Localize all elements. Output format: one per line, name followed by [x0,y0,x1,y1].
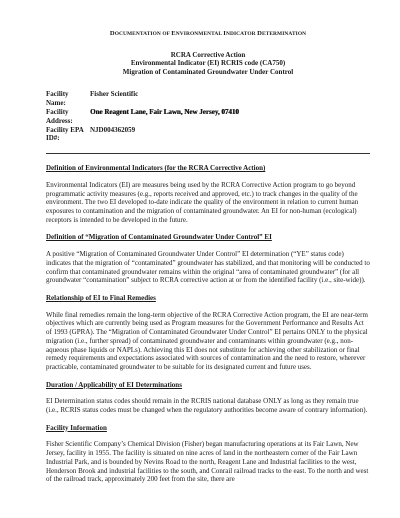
section-paragraph: A positive “Migration of Contaminated Groundwater Under Control” EI determination (“YE” status code) indicates that the migration of “contaminated” groundwater has stabilized, and that monitoring will be conducted to confirm that contaminated groundwater remains within the original “area of contaminated groundwater” (for all groundwater “contamination” subject to RCRA corrective action at or from the identified facility (i.e., site-wide)). [46,250,370,285]
divider [46,153,370,154]
section-title: Definition of “Migration of Contaminated Groundwater Under Control” EI [46,233,272,242]
section-paragraph: Environmental Indicators (EI) are measures being used by the RCRA Corrective Action program to go beyond programmatic activity measures (e.g., reports received and approved, etc.) to track changes in the quality of the environment. The two EI developed to-date indicate the quality of the environment in relation to current human exposures to contamination and the migration of contaminated groundwater. An EI for non-human (ecological) receptors is intended to be developed in the future. [46,180,359,224]
section-title: Definition of Environmental Indicators (for the RCRA Corrective Action) [46,164,266,173]
heading-block [46,51,370,77]
facility-block [46,90,370,143]
section-paragraph: EI Determination status codes should remain in the RCRIS national database ONLY as long as they remain true (i.e., RCRIS status codes must be changed when the regulatory authorities become aware of contrary information). [46,397,368,415]
facility-name-row [46,90,370,108]
section-paragraph: While final remedies remain the long-term objective of the RCRA Corrective Action program, the EI are near-term objectives which are currently being used as Program measures for the Government Performance and Results Act of 1993 (GPRA). The “Migration of Contaminated Groundwater Under Control” EI pertains ONLY to the physical migration (i.e., further spread) of contaminated groundwater and contaminants within groundwater (e.g., non-aqueous phase liquids or NAPLs). Achieving this EI does not substitute for achieving other stabilization or final remedy requirements and expectations associated with sources of contamination and the need to restore, wherever practicable, contaminated groundwater to be suitable for its designated current and future uses. [46,310,368,371]
facility-name-label: Facility Name: [46,90,69,108]
facility-address-row [46,108,370,126]
facility-epa-label: Facility EPA ID#: [46,125,84,143]
heading-line: RCRA Corrective Action [170,50,246,59]
heading-line: Migration of Contaminated Groundwater Under Control [122,67,294,76]
facility-epa-value: NJD004362059 [90,125,136,134]
facility-address-value: One Reagent Lane, Fair Lawn, New Jersey, 07410 [90,108,239,117]
facility-name-value: Fisher Scientific [90,90,139,99]
section-paragraph: Fisher Scientific Company’s Chemical Division (Fisher) began manufacturing operations at its Fair Lawn, New Jersey, facility in 1955. The facility is situated on nine acres of land in the northeastern corner of the Fair Lawn Industrial Park, and is bounded by Nevins Road to the north, Reagent Lane and Industrial facilities to the west, Henderson Brook and industrial facilities to the south, and Conrail railroad tracks to the east. To the north and west of the railroad track, approximately 200 feet from the site, there are [46,440,369,484]
section-title: Duration / Applicability of EI Determinations [46,380,182,389]
section-title: Facility Information [46,423,107,432]
facility-epa-row [46,126,370,144]
heading-line: Environmental Indicator (EI) RCRIS code (CA750) [130,59,286,68]
document-title: DOCUMENTATION OF ENVIRONMENTAL INDICATOR DETERMINATION [109,30,307,37]
section-title: Relationship of EI to Final Remedies [46,294,156,302]
facility-address-label: Facility Address: [46,108,73,125]
